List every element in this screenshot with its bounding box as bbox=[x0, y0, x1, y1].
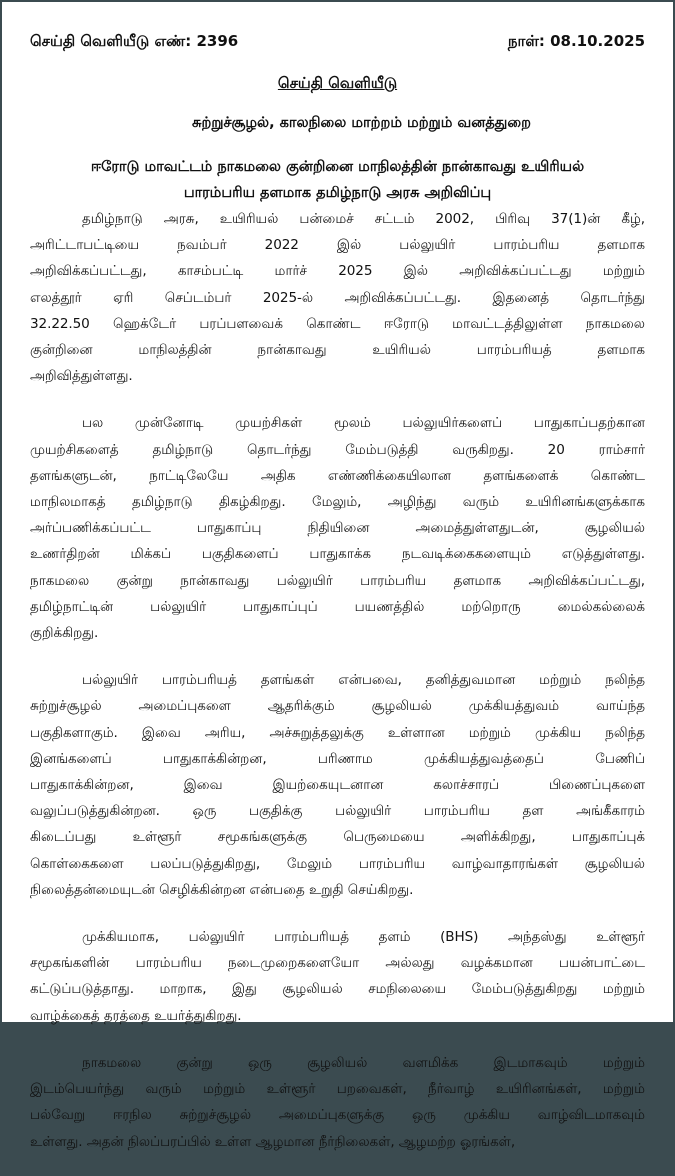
release-date: நாள்: 08.10.2025 bbox=[507, 32, 645, 50]
paragraph-line: வலுப்படுத்துகின்றன. ஒரு பகுதிக்கு பல்லுயிர் பாரம்பரிய தள அங்கீகாரம் bbox=[30, 803, 645, 820]
paragraph-line: இடம்பெயர்ந்து வரும் மற்றும் உள்ளூர் பறவைகள், நீர்வாழ் உயிரினங்கள், மற்றும் bbox=[30, 1081, 645, 1098]
paragraph-line: முயற்சிகளைத் தமிழ்நாடு தொடர்ந்து மேம்படுத்தி வருகிறது. 20 ராம்சார் bbox=[30, 441, 645, 458]
paragraph bbox=[30, 410, 645, 646]
paragraph bbox=[30, 206, 645, 389]
paragraph-line: மாநிலமாகத் தமிழ்நாடு திகழ்கிறது. மேலும், அழிந்து வரும் உயிரினங்களுக்காக bbox=[30, 494, 645, 511]
paragraph-line: அர்ப்பணிக்கப்பட்ட பாதுகாப்பு நிதியினை அமைத்துள்ளதுடன், சூழலியல் bbox=[30, 520, 645, 537]
paragraph bbox=[30, 1050, 645, 1155]
paragraph-line: எலத்தூர் ஏரி செப்டம்பர் 2025-ல் அறிவிக்கப்பட்டது. இதனைத் தொடர்ந்து bbox=[30, 289, 645, 306]
paragraph bbox=[30, 924, 645, 1029]
paragraph-line: சுற்றுச்சூழல் அமைப்புகளை ஆதரிக்கும் சூழலியல் முக்கியத்துவம் வாய்ந்த bbox=[30, 698, 645, 715]
paragraph-line: அரிட்டாபட்டியை நவம்பர் 2022 இல் பல்லுயிர் பாரம்பரிய தளமாக bbox=[30, 237, 645, 254]
press-release-page bbox=[2, 2, 673, 1150]
paragraph-line: குன்றினை மாநிலத்தின் நான்காவது உயிரியல் பாரம்பரியத் தளமாக bbox=[30, 342, 645, 359]
paragraph-line: தமிழ்நாட்டின் பல்லுயிர் பாதுகாப்புப் பயணத்தில் மற்றொரு மைல்கல்லைக் bbox=[30, 598, 645, 615]
paragraph-line: வாழ்க்கைத் தரத்தை உயர்த்துகிறது. bbox=[30, 1007, 242, 1024]
paragraph bbox=[30, 667, 645, 903]
release-number: செய்தி வெளியீடு எண்: 2396 bbox=[30, 32, 239, 50]
paragraph-line: 32.22.50 ஹெக்டேர் பரப்பளவைக் கொண்ட ஈரோடு மாவட்டத்திலுள்ள நாகமலை bbox=[30, 315, 645, 332]
headline-line: ஈரோடு மாவட்டம் நாகமலை குன்றினை மாநிலத்தின் நான்காவது உயிரியல் bbox=[90, 159, 585, 175]
paragraph-line: கிடைப்பது உள்ளூர் சமூகங்களுக்கு பெருமையை அளிக்கிறது, பாதுகாப்புக் bbox=[30, 829, 645, 846]
paragraph-line: தமிழ்நாடு அரசு, உயிரியல் பன்மைச் சட்டம் 2002, பிரிவு 37(1)ன் கீழ், bbox=[82, 211, 645, 227]
paragraph-line: நாகமலை குன்று நான்காவது பல்லுயிர் பாரம்பரிய தளமாக அறிவிக்கப்பட்டது, bbox=[30, 572, 645, 589]
paragraph-line: குறிக்கிறது. bbox=[30, 625, 99, 642]
paragraph-line: அறிவித்துள்ளது. bbox=[30, 368, 133, 385]
department-name: சுற்றுச்சூழல், காலநிலை மாற்றம் மற்றும் வனத்துறை bbox=[192, 115, 531, 131]
paragraph-line: பல்லுயிர் பாரம்பரியத் தளங்கள் என்பவை, தனித்துவமான மற்றும் நலிந்த bbox=[82, 672, 645, 689]
paragraph-line: பல்வேறு ஈரநில சுற்றுச்சூழல் அமைப்புகளுக்கு ஒரு முக்கிய வாழ்விடமாகவும் bbox=[30, 1107, 645, 1124]
paragraph-line: பாதுகாக்கின்றன, இவை இயற்கையுடனான கலாச்சாரப் பிணைப்புகளை bbox=[30, 777, 645, 794]
paragraph-line: அறிவிக்கப்பட்டது, காசம்பட்டி மார்ச் 2025 இல் அறிவிக்கப்பட்டது மற்றும் bbox=[30, 263, 645, 280]
paragraph-line: இனங்களைப் பாதுகாக்கின்றன, பரிணாம முக்கியத்துவத்தைப் பேணிப் bbox=[30, 750, 645, 767]
header-row bbox=[30, 32, 645, 52]
paragraph-line: நிலைத்தன்மையுடன் செழிக்கின்றன என்பதை உறுதி செய்கிறது. bbox=[30, 881, 414, 898]
headline bbox=[22, 154, 653, 206]
paragraph-line: சமூகங்களின் பாரம்பரிய நடைமுறைகளையோ அல்லது வழக்கமான பயன்பாட்டை bbox=[30, 955, 645, 972]
paragraph-line: கொள்கைகளை பலப்படுத்துகிறது, மேலும் பாரம்பரிய வாழ்வாதாரங்கள் சூழலியல் bbox=[30, 855, 645, 872]
paragraph-line: தளங்களுடன், நாட்டிலேயே அதிக எண்ணிக்கையிலான தளங்களைக் கொண்ட bbox=[30, 467, 645, 484]
paragraph-line: பகுதிகளாகும். இவை அரிய, அச்சுறுத்தலுக்கு உள்ளான மற்றும் முக்கிய நலிந்த bbox=[30, 724, 645, 741]
headline-line: பாரம்பரிய தளமாக தமிழ்நாடு அரசு அறிவிப்பு bbox=[183, 185, 492, 201]
paragraph-line: உணர்திறன் மிக்கப் பகுதிகளைப் பாதுகாக்க நடவடிக்கைகளையும் எடுத்துள்ளது. bbox=[30, 546, 645, 563]
paragraph-line: உள்ளது. அதன் நிலப்பரப்பில் உள்ள ஆழமான நீர்நிலைகள், ஆழமற்ற ஓரங்கள், bbox=[30, 1133, 516, 1150]
paragraph-line: பல முன்னோடி முயற்சிகள் மூலம் பல்லுயிர்களைப் பாதுகாப்பதற்கான bbox=[82, 415, 645, 432]
paragraph-line: முக்கியமாக, பல்லுயிர் பாரம்பரியத் தளம் (BHS) அந்தஸ்து உள்ளூர் bbox=[82, 929, 645, 946]
paragraph-line: நாகமலை குன்று ஒரு சூழலியல் வளமிக்க இடமாகவும் மற்றும் bbox=[82, 1054, 645, 1071]
document-title: செய்தி வெளியீடு bbox=[277, 74, 398, 92]
paragraph-line: கட்டுப்படுத்தாது. மாறாக, இது சூழலியல் சமநிலையை மேம்படுத்துகிறது மற்றும் bbox=[30, 981, 645, 998]
body-text bbox=[30, 206, 645, 1176]
